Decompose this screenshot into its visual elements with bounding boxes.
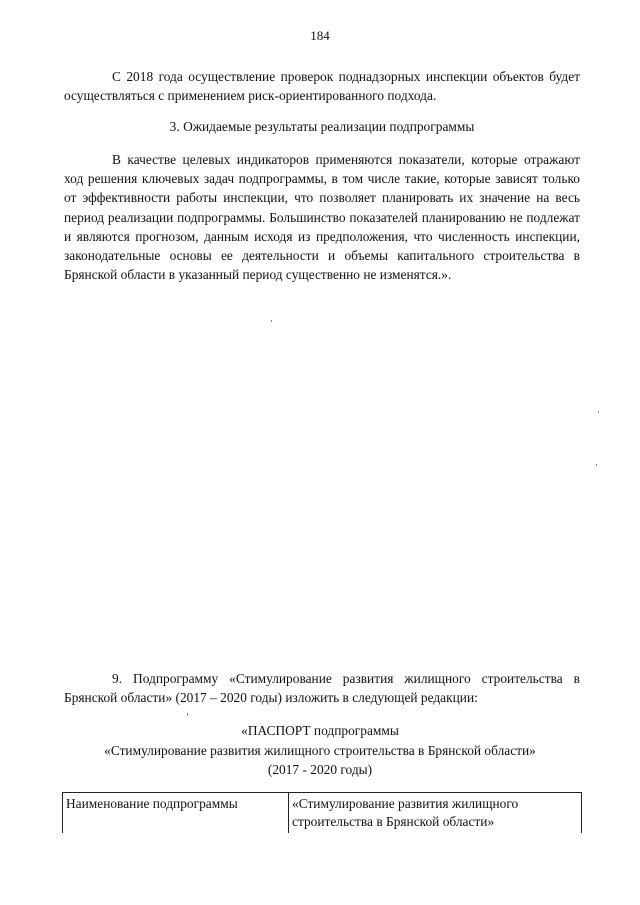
passport-table bbox=[62, 792, 582, 833]
passport-title-line2: «Стимулирование развития жилищного строительства в Брянской области» bbox=[104, 742, 536, 758]
paragraph-risk-approach bbox=[64, 67, 580, 105]
paragraph-subprogram-amendment-text: 9. Подпрограмму «Стимулирование развития жилищного строительства в Брянской области» (2017 – 2020 годы) изложить в следующей редакции: bbox=[64, 671, 580, 706]
paragraph-indicators bbox=[64, 150, 580, 284]
section-heading: 3. Ожидаемые результаты реализации подпрограммы bbox=[169, 119, 475, 134]
scan-speck bbox=[598, 411, 599, 413]
passport-title-line1: «ПАСПОРТ подпрограммы bbox=[241, 723, 399, 738]
paragraph-indicators-text: В качестве целевых индикаторов применяются показатели, которые отражают ход решения ключевых задач подпрограммы, в том числе такие, которые зависят только от эффективности работы инспекции, что позволяет планировать их значение на весь период реализации подпрограммы. Большинство показателей планированию не подлежат и являются прогнозом, данным исходя из предположения, что численность инспекции, законодательные основы ее деятельности и объемы капитального строительства в Брянской области в указанный период существенно не изменятся.». bbox=[64, 152, 580, 283]
scan-speck bbox=[187, 713, 188, 716]
scan-speck bbox=[271, 320, 272, 322]
table-cell-value: «Стимулирование развития жилищного строительства в Брянской области» bbox=[289, 793, 582, 834]
paragraph-subprogram-amendment bbox=[64, 669, 580, 707]
table-row bbox=[63, 793, 582, 834]
passport-title-line3: (2017 - 2020 годы) bbox=[267, 762, 373, 777]
scan-speck bbox=[596, 464, 597, 466]
passport-title bbox=[40, 721, 600, 780]
table-cell-label: Наименование подпрограммы bbox=[63, 793, 289, 834]
page-number: 184 bbox=[310, 28, 330, 43]
paragraph-risk-approach-text: С 2018 года осуществление проверок поднадзорных инспекции объектов будет осуществляться с применением риск-ориентированного подхода. bbox=[64, 69, 580, 104]
